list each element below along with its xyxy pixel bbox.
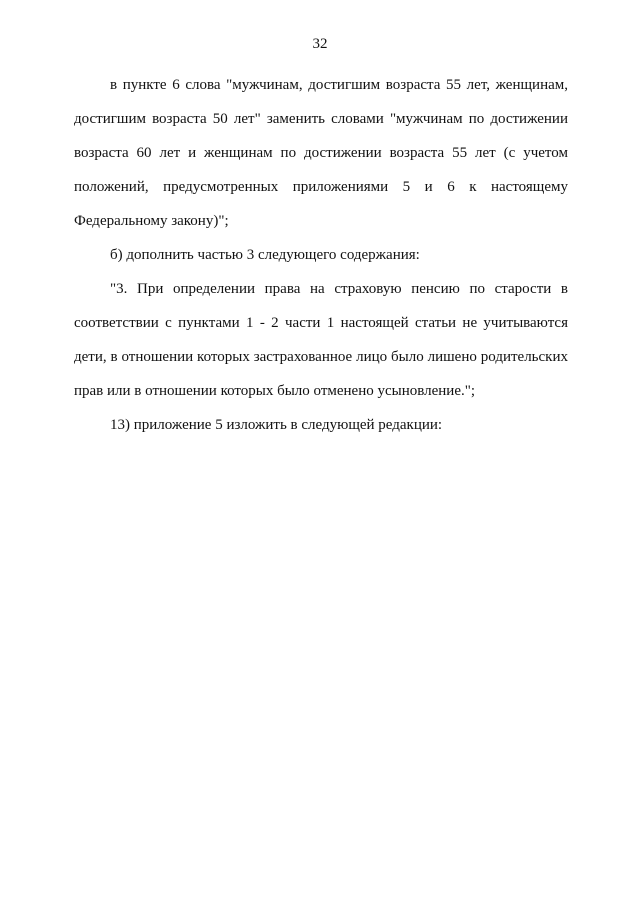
page-number: 32 — [312, 36, 328, 52]
document-body — [74, 68, 568, 442]
paragraph-add-part-3: б) дополнить частью 3 следующего содержания: — [110, 247, 420, 263]
paragraph-part-3-text: "3. При определении права на страховую пенсию по старости в соответствии с пунктами 1 - 2 части 1 настоящей статьи не учитываются дети, в отношении которых застрахованное лицо было лишено родительских прав или в отношении которых было отменено усыновление."; — [74, 281, 568, 399]
paragraph-amendment-point-6: в пункте 6 слова "мужчинам, достигшим возраста 55 лет, женщинам, достигшим возраста 50 лет" заменить словами "мужчинам по достижении возраста 60 лет и женщинам по достижении возраста 55 лет (с учетом положений, предусмотренных приложениями 5 и 6 к настоящему Федеральному закону)"; — [74, 77, 568, 229]
paragraph-appendix-5: 13) приложение 5 изложить в следующей редакции: — [110, 417, 443, 433]
